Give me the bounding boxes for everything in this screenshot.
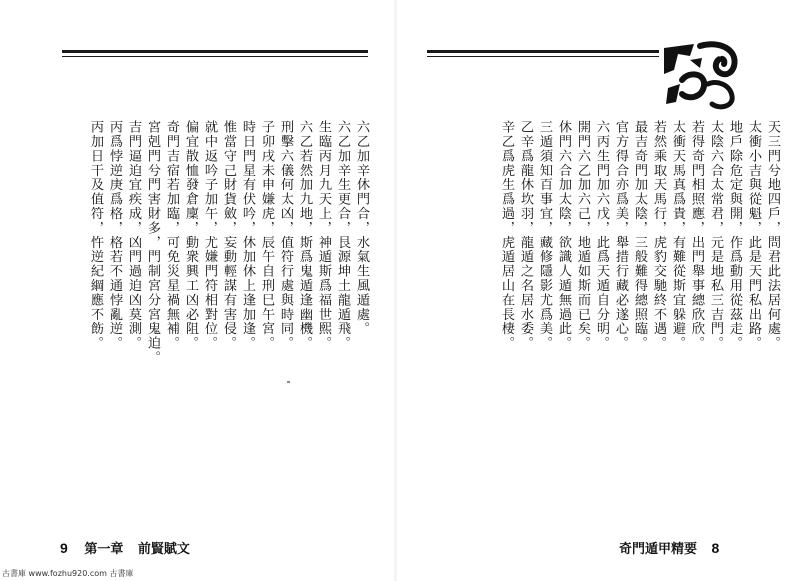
text-column: 宮剋門兮門害財多，門制宮分宮鬼迫。 bbox=[145, 120, 160, 365]
text-column: 丙加日干及值符，忤逆紀綱應不飭。 bbox=[88, 120, 103, 351]
text-column: 吉門逼迫宜疾成，凶門過迫凶莫測。 bbox=[126, 120, 141, 351]
text-column: 開門六乙加六己，地遁如斯而已矣。 bbox=[575, 120, 590, 351]
text-column: 太陰六合太常君，元是地私三吉門。 bbox=[708, 120, 723, 351]
text-column: 官方得合亦爲美，舉措行藏必遂心。 bbox=[613, 120, 628, 351]
left-header-rule bbox=[62, 50, 368, 53]
page-number: 8 bbox=[711, 540, 720, 556]
text-column: 辛乙爲虎生爲過，虎遁居山在長棲。 bbox=[499, 120, 514, 351]
left-footer bbox=[60, 538, 190, 557]
text-column: 最吉奇門加太陰，三般難得總照臨。 bbox=[632, 120, 647, 351]
text-column: 乙辛爲龍休坎羽，龍遁之名居水委。 bbox=[518, 120, 533, 351]
watermark: 古書庫 www.fozhu920.com 古書庫 bbox=[2, 569, 134, 578]
text-column: 若得奇門相照應，出門舉事總欣欣。 bbox=[689, 120, 704, 351]
text-column: 太衝天馬真爲貴，有難從斯宜躲避。 bbox=[670, 120, 685, 351]
right-footer bbox=[619, 538, 719, 557]
dragon-emblem-icon bbox=[660, 40, 742, 110]
text-column: 奇門吉宿若加臨，可免災星禍無補。 bbox=[164, 120, 179, 351]
text-column: 丙爲悖逆庚爲格，格若不通悖亂逆。 bbox=[107, 120, 122, 351]
section-label: 前賢賦文 bbox=[137, 542, 190, 557]
page-number: 9 bbox=[60, 540, 68, 556]
text-column: 六乙加辛休門合，水氣生風遁處。 bbox=[354, 120, 369, 336]
text-column: 就中返吟子加午，尤嫌門符相對位。 bbox=[202, 120, 217, 351]
chapter-label: 第一章 bbox=[84, 542, 124, 557]
text-column: 休門六合加太陰，欲識人遁無過此。 bbox=[556, 120, 571, 351]
left-page bbox=[0, 0, 396, 581]
text-column: 天三門兮地四戶，問君此法居何處。 bbox=[765, 120, 780, 351]
text-column: 若然乘取天馬行，虎豹交馳終不遇。 bbox=[651, 120, 666, 351]
print-speck bbox=[287, 381, 290, 383]
text-column: 太衝小吉與從魁，此是天門私出路。 bbox=[746, 120, 761, 351]
text-column: 三遁須知百事宜，藏修隱影尤爲美。 bbox=[537, 120, 552, 351]
text-column: 六乙若然加九地，斯爲鬼遁逢幽機。 bbox=[297, 120, 312, 351]
text-column: 子卯戌未申嫌虎，辰午自刑巳午宮。 bbox=[259, 120, 274, 351]
left-header-rule-thin bbox=[62, 56, 368, 57]
text-column: 地戶除危定與開，作爲動用從茲走。 bbox=[727, 120, 742, 351]
right-header-rule-thin bbox=[427, 56, 659, 57]
text-column: 六乙加辛生更合，艮源坤土龍遁飛。 bbox=[335, 120, 350, 351]
book-title: 奇門遁甲精要 bbox=[619, 542, 698, 557]
text-column: 偏宜散恤發倉廩，動衆興工凶必阻。 bbox=[183, 120, 198, 351]
text-column: 時日門星有伏吟，休加休上逢加逢。 bbox=[240, 120, 255, 351]
text-column: 刑擊六儀何太凶，值符行處與時同。 bbox=[278, 120, 293, 351]
text-column: 生臨丙月九天上，神遁斯爲福世熙。 bbox=[316, 120, 331, 351]
right-header-rule bbox=[427, 50, 659, 53]
text-column: 六丙生門加六戊，此爲天遁自分明。 bbox=[594, 120, 609, 351]
text-column: 惟當守己財貨斂，妄動輕謀有害侵。 bbox=[221, 120, 236, 351]
